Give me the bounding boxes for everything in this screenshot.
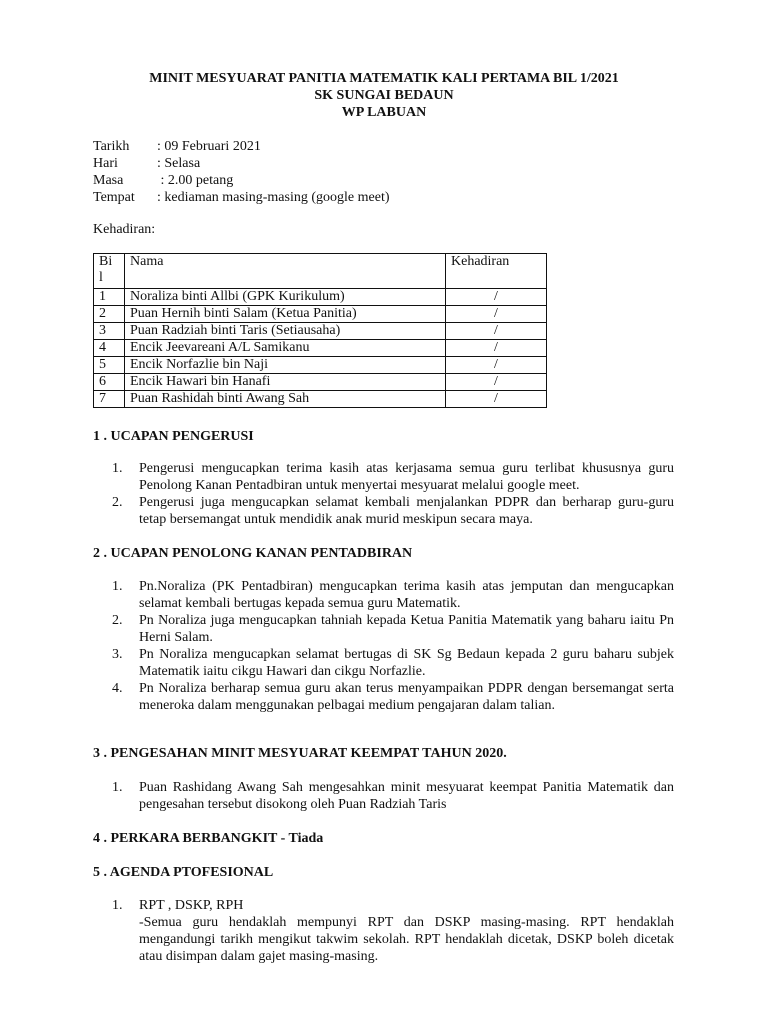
info-value: : Selasa bbox=[157, 156, 201, 171]
attendance-table bbox=[93, 253, 547, 408]
item-number: 1. bbox=[112, 579, 123, 594]
doc-title-line-3: WP LABUAN bbox=[341, 105, 427, 120]
item-text: Puan Rashidang Awang Sah mengesahkan minit mesyuarat keempat Panitia Matematik dan pengesahan tersebut disokong oleh Puan Radziah Taris bbox=[139, 780, 674, 812]
info-row-place bbox=[93, 189, 390, 206]
row-no: 5 bbox=[94, 357, 125, 374]
list-item bbox=[112, 578, 674, 612]
row-name: Puan Rashidah binti Awang Sah bbox=[125, 391, 446, 408]
attendance-label: Kehadiran: bbox=[93, 222, 156, 237]
doc-title-line-1: MINIT MESYUARAT PANITIA MATEMATIK KALI PERTAMA BIL 1/2021 bbox=[149, 71, 619, 86]
row-mark: / bbox=[446, 357, 547, 374]
item-text: Pn Noraliza mengucapkan selamat bertugas di SK Sg Bedaun kepada 2 guru baharu subjek Matematik iaitu cikgu Hawari dan cikgu Norfazlie. bbox=[139, 647, 674, 679]
header-attendance: Kehadiran bbox=[446, 254, 547, 289]
section-heading-4: 4 . PERKARA BERBANGKIT - Tiada bbox=[93, 831, 324, 846]
row-mark: / bbox=[446, 323, 547, 340]
row-name: Encik Hawari bin Hanafi bbox=[125, 374, 446, 391]
row-mark: / bbox=[446, 306, 547, 323]
row-name: Encik Norfazlie bin Naji bbox=[125, 357, 446, 374]
row-name: Puan Radziah binti Taris (Setiausaha) bbox=[125, 323, 446, 340]
section-heading-3: 3 . PENGESAHAN MINIT MESYUARAT KEEMPAT TAHUN 2020. bbox=[93, 746, 507, 761]
table-header-row bbox=[94, 254, 547, 289]
section-heading-5: 5 . AGENDA PTOFESIONAL bbox=[93, 865, 274, 880]
info-value: : 09 Februari 2021 bbox=[157, 139, 261, 154]
item-number: 1. bbox=[112, 898, 123, 913]
info-label: Masa bbox=[93, 173, 124, 188]
table-row bbox=[94, 391, 547, 408]
info-row-day bbox=[93, 155, 200, 172]
list-item bbox=[112, 494, 674, 528]
info-label: Tempat bbox=[93, 190, 135, 205]
section-heading-2: 2 . UCAPAN PENOLONG KANAN PENTADBIRAN bbox=[93, 546, 413, 561]
list-item bbox=[112, 612, 674, 646]
row-no: 4 bbox=[94, 340, 125, 357]
table-row bbox=[94, 289, 547, 306]
list-item bbox=[112, 646, 674, 680]
list-item bbox=[112, 779, 674, 813]
item-number: 1. bbox=[112, 780, 123, 795]
row-no: 3 bbox=[94, 323, 125, 340]
item-number: 1. bbox=[112, 461, 123, 476]
section-heading-1: 1 . UCAPAN PENGERUSI bbox=[93, 429, 254, 444]
row-mark: / bbox=[446, 391, 547, 408]
list-item-note bbox=[112, 914, 674, 965]
table-row bbox=[94, 374, 547, 391]
item-number: 2. bbox=[112, 613, 123, 628]
item-note-text: -Semua guru hendaklah mempunyi RPT dan DSKP masing-masing. RPT hendaklah mengandungi tarikh mengikut takwim sekolah. RPT hendaklah dicetak, DSKP boleh dicetak atau disimpan dalam gajet masing-masing. bbox=[139, 915, 674, 964]
row-mark: / bbox=[446, 374, 547, 391]
row-mark: / bbox=[446, 289, 547, 306]
item-number: 3. bbox=[112, 647, 123, 662]
item-text: Pn Noraliza juga mengucapkan tahniah kepada Ketua Panitia Matematik yang baharu iaitu Pn Herni Salam. bbox=[139, 613, 674, 645]
info-label: Hari bbox=[93, 156, 118, 171]
doc-title-line-2: SK SUNGAI BEDAUN bbox=[314, 88, 454, 103]
table-row bbox=[94, 357, 547, 374]
info-label: Tarikh bbox=[93, 139, 130, 154]
item-text: Pengerusi juga mengucapkan selamat kembali menjalankan PDPR dan berharap guru-guru tetap bersemangat untuk mendidik anak murid meskipun secara maya. bbox=[139, 495, 674, 527]
item-number: 2. bbox=[112, 495, 123, 510]
row-mark: / bbox=[446, 340, 547, 357]
row-name: Noraliza binti Allbi (GPK Kurikulum) bbox=[125, 289, 446, 306]
row-no: 6 bbox=[94, 374, 125, 391]
row-name: Puan Hernih binti Salam (Ketua Panitia) bbox=[125, 306, 446, 323]
item-text: Pn.Noraliza (PK Pentadbiran) mengucapkan terima kasih atas jemputan dan mengucapkan selamat kembali bertugas kepada semua guru Matematik. bbox=[139, 579, 674, 611]
row-no: 1 bbox=[94, 289, 125, 306]
info-value: : 2.00 petang bbox=[157, 173, 234, 188]
item-text: Pn Noraliza berharap semua guru akan terus menyampaikan PDPR dengan bersemangat serta meneroka dalam menggunakan pelbagai medium pengajaran dalam talian. bbox=[139, 681, 674, 713]
item-text: RPT , DSKP, RPH bbox=[139, 898, 244, 913]
list-item bbox=[112, 897, 674, 914]
table-row bbox=[94, 323, 547, 340]
info-row-date bbox=[93, 138, 261, 155]
header-no: Bi l bbox=[94, 254, 125, 289]
item-text: Pengerusi mengucapkan terima kasih atas kerjasama semua guru terlibat khususnya guru Penolong Kanan Pentadbiran untuk menyertai mesyuarat melalui google meet. bbox=[139, 461, 674, 493]
list-item bbox=[112, 460, 674, 494]
list-item bbox=[112, 680, 674, 714]
row-no: 7 bbox=[94, 391, 125, 408]
info-value: : kediaman masing-masing (google meet) bbox=[157, 190, 390, 205]
table-row bbox=[94, 306, 547, 323]
table-row bbox=[94, 340, 547, 357]
header-name: Nama bbox=[125, 254, 446, 289]
row-no: 2 bbox=[94, 306, 125, 323]
item-number: 4. bbox=[112, 681, 123, 696]
info-row-time bbox=[93, 172, 233, 189]
row-name: Encik Jeevareani A/L Samikanu bbox=[125, 340, 446, 357]
